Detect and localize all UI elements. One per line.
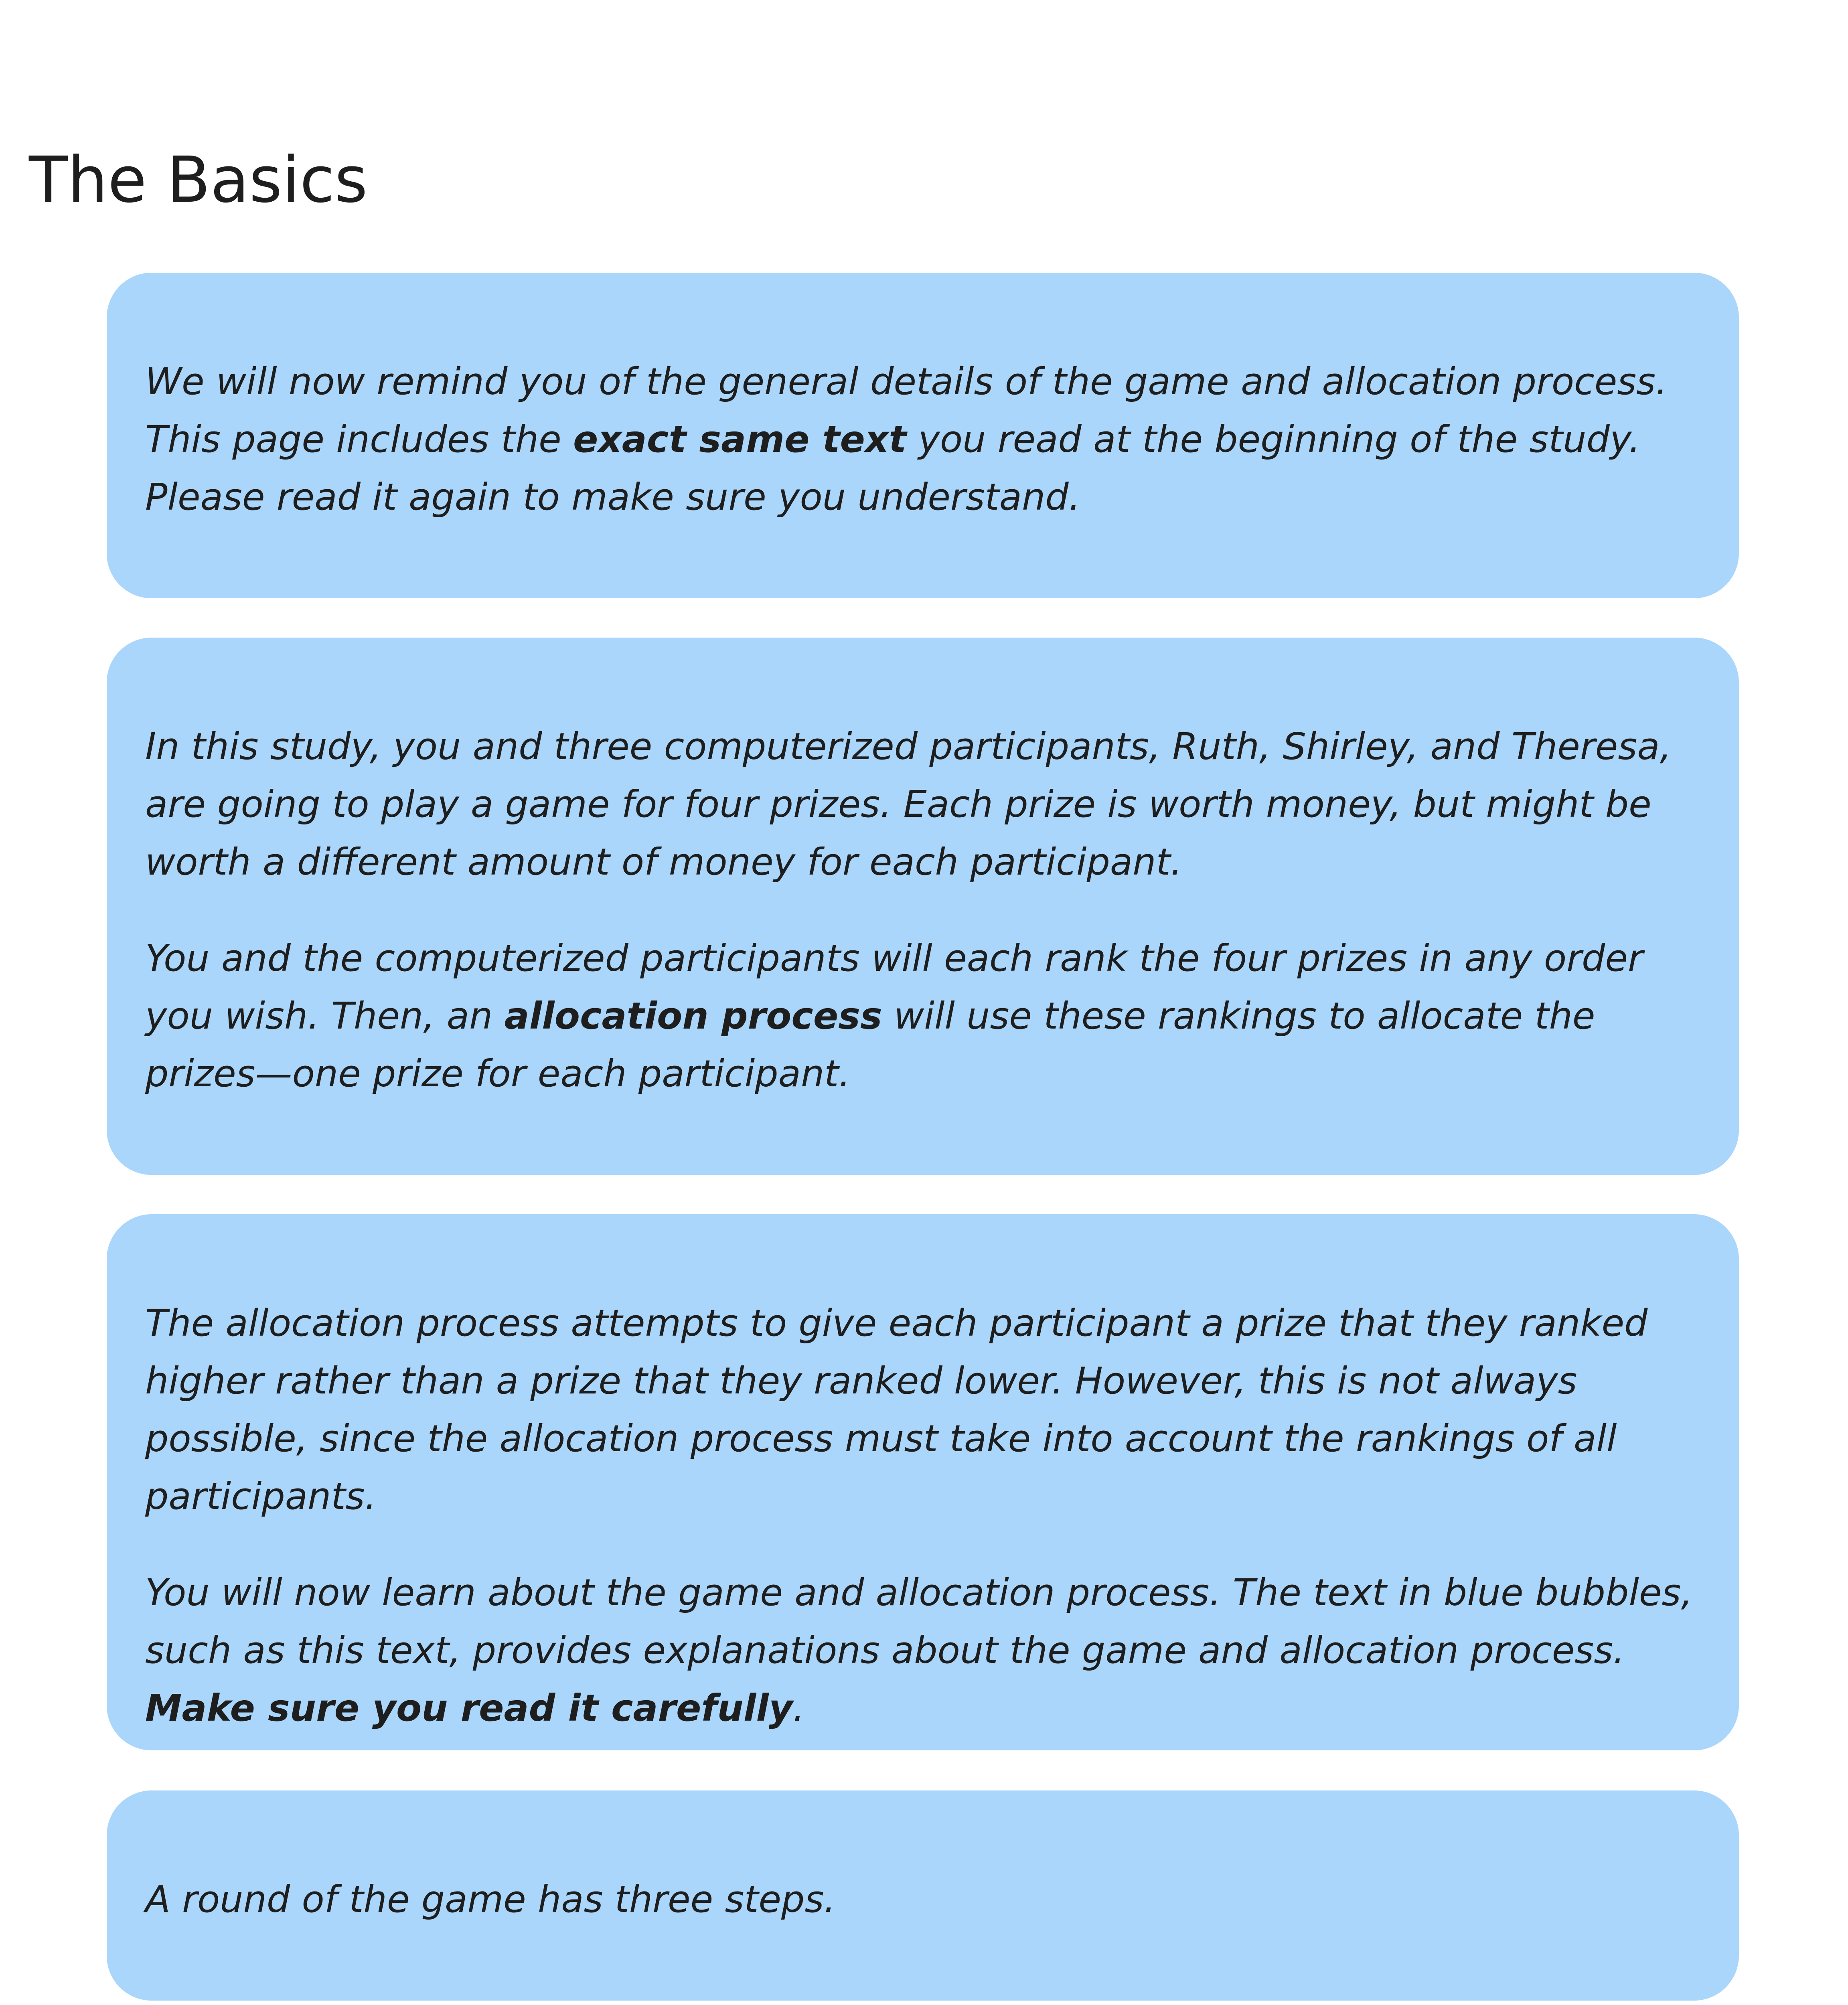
info-bubble-reminder [107, 273, 1739, 598]
bubble-text: You and the computerized participants will each rank the four prizes in any order you wish. Then, an allocation process will use these rankings to allocate the prizes—one prize for each participant. [145, 937, 1643, 1095]
bubble-text: You will now learn about the game and allocation process. The text in blue bubbles, such as this text, provides explanations about the game and allocation process. Make sure you read it carefully. [145, 1571, 1693, 1730]
info-bubble-study-intro [107, 638, 1739, 1175]
bubble-text: The allocation process attempts to give each participant a prize that they ranked higher rather than a prize that they ranked lower. However, this is not always possible, since the allocation process must take into account the rankings of all participants. [145, 1302, 1648, 1518]
emphasis-text: allocation process [504, 994, 882, 1037]
bubble-text: A round of the game has three steps. [145, 1878, 836, 1921]
info-bubble-allocation [107, 1214, 1739, 1750]
info-bubble-steps [107, 1790, 1739, 2001]
basics-heading: The Basics [29, 143, 368, 217]
bubble-text: In this study, you and three computerized participants, Ruth, Shirley, and Theresa, are going to play a game for four prizes. Each prize is worth money, but might be worth a different amount of money for each participant. [145, 725, 1672, 883]
emphasis-text: exact same text [573, 418, 907, 461]
bubble-text: We will now remind you of the general details of the game and allocation process. This page includes the exact same text you read at the beginning of the study. Please read it again to make sure you understand. [145, 360, 1668, 518]
emphasis-text: Make sure you read it carefully [145, 1687, 793, 1730]
